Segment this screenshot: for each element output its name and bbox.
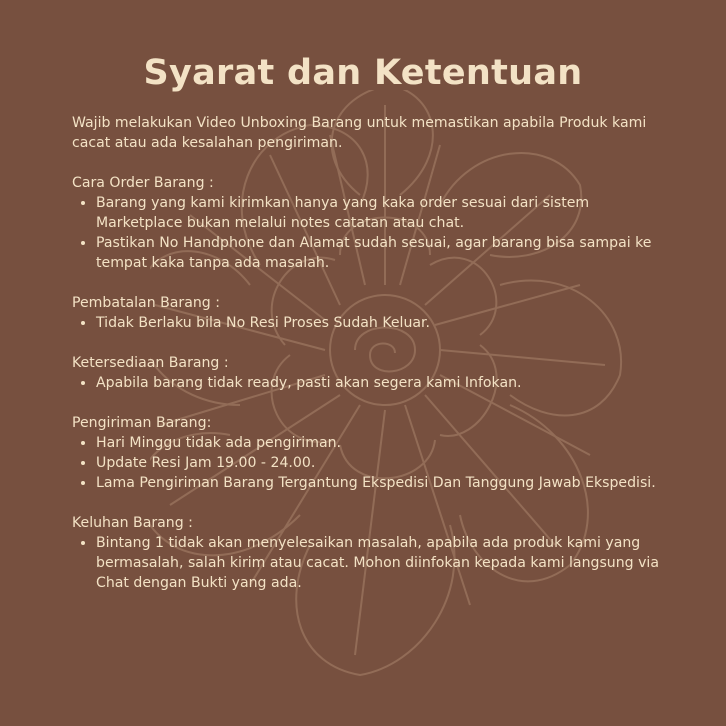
section-list [72, 433, 672, 493]
section-list [72, 533, 672, 593]
section-pembatalan [72, 293, 672, 333]
section-list [72, 193, 672, 273]
terms-content [72, 113, 672, 593]
list-item: • Hari Minggu tidak ada pengiriman. [96, 433, 672, 453]
section-cara-order [72, 173, 672, 273]
section-heading: Cara Order Barang : [72, 175, 214, 191]
section-heading: Ketersediaan Barang : [72, 355, 229, 371]
list-item: • Apabila barang tidak ready, pasti akan segera kami Infokan. [96, 373, 672, 393]
list-item: • Bintang 1 tidak akan menyelesaikan masalah, apabila ada produk kami yang bermasalah, salah kirim atau cacat. Mohon diinfokan kepada kami langsung via Chat dengan Bukti yang ada. [96, 533, 672, 593]
list-item: • Barang yang kami kirimkan hanya yang kaka order sesuai dari sistem Marketplace bukan melalui notes catatan atau chat. [96, 193, 672, 233]
section-list [72, 373, 672, 393]
section-heading: Keluhan Barang : [72, 515, 193, 531]
list-item: • Update Resi Jam 19.00 - 24.00. [96, 453, 672, 473]
page-title: Syarat dan Ketentuan [143, 53, 583, 93]
intro-paragraph: Wajib melakukan Video Unboxing Barang untuk memastikan apabila Produk kami cacat atau ada kesalahan pengiriman. [72, 115, 647, 151]
section-list [72, 313, 672, 333]
section-keluhan [72, 513, 672, 593]
section-pengiriman [72, 413, 672, 493]
section-heading: Pembatalan Barang : [72, 295, 220, 311]
list-item: • Pastikan No Handphone dan Alamat sudah sesuai, agar barang bisa sampai ke tempat kaka tanpa ada masalah. [96, 233, 672, 273]
section-ketersediaan [72, 353, 672, 393]
list-item: • Tidak Berlaku bila No Resi Proses Sudah Keluar. [96, 313, 672, 333]
list-item: • Lama Pengiriman Barang Tergantung Ekspedisi Dan Tanggung Jawab Ekspedisi. [96, 473, 672, 493]
section-heading: Pengiriman Barang: [72, 415, 212, 431]
